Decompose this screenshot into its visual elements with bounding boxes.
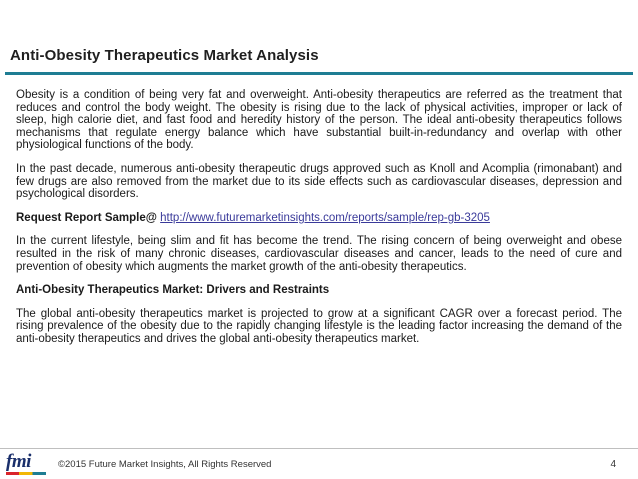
paragraph-drug-history: In the past decade, numerous anti-obesity therapeutic drugs approved such as Knoll and Acomplia (rimonabant) and few drugs are also removed from the market due to its side effects such as cardiovascular diseases, depression and psychological disorders.	[16, 162, 622, 201]
logo-color-bar	[6, 472, 46, 475]
paragraph-lifestyle: In the current lifestyle, being slim and fit has become the trend. The rising concern of being overweight and obese resulted in the risk of many chronic diseases, cardiovascular diseases and cancer, leads to the need of cure and prevention of obesity which augments the market growth of the anti-obesity therapeutics.	[16, 235, 622, 273]
title-divider	[5, 72, 633, 75]
main-content	[16, 89, 622, 357]
page-number: 4	[610, 459, 616, 470]
request-sample-link[interactable]: http://www.futuremarketinsights.com/reports/sample/rep-gb-3205	[160, 211, 490, 224]
fmi-logo	[6, 453, 46, 475]
paragraph-obesity-definition: Obesity is a condition of being very fat and overweight. Anti-obesity therapeutics are referred as the treatment that reduces and control the body weight. The obesity is rising due to the lack of physical activities, improper or lack of sleep, high calorie diet, and fast food and heredity history of the person. The ideal anti-obesity therapeutics follows mechanisms that regulate energy balance which have substantial built-in-redundancy and overlap with other physiological functions of the body.	[16, 89, 622, 152]
request-sample-line	[16, 212, 622, 225]
footer-divider	[0, 448, 638, 449]
copyright-text: ©2015 Future Market Insights, All Rights Reserved	[58, 459, 272, 470]
section-subheading: Anti-Obesity Therapeutics Market: Drivers and Restraints	[16, 284, 330, 297]
request-sample-label: Request Report Sample@	[16, 211, 157, 224]
page-title: Anti-Obesity Therapeutics Market Analysis	[10, 47, 319, 64]
paragraph-market-growth: The global anti-obesity therapeutics market is projected to grow at a significant CAGR over a forecast period. The rising prevalence of the obesity due to the rapidly changing lifestyle is the leading factor increasing the demand of the anti-obesity therapeutics and drives the global anti-obesity therapeutics market.	[16, 307, 622, 345]
logo-text: fmi	[6, 451, 31, 472]
